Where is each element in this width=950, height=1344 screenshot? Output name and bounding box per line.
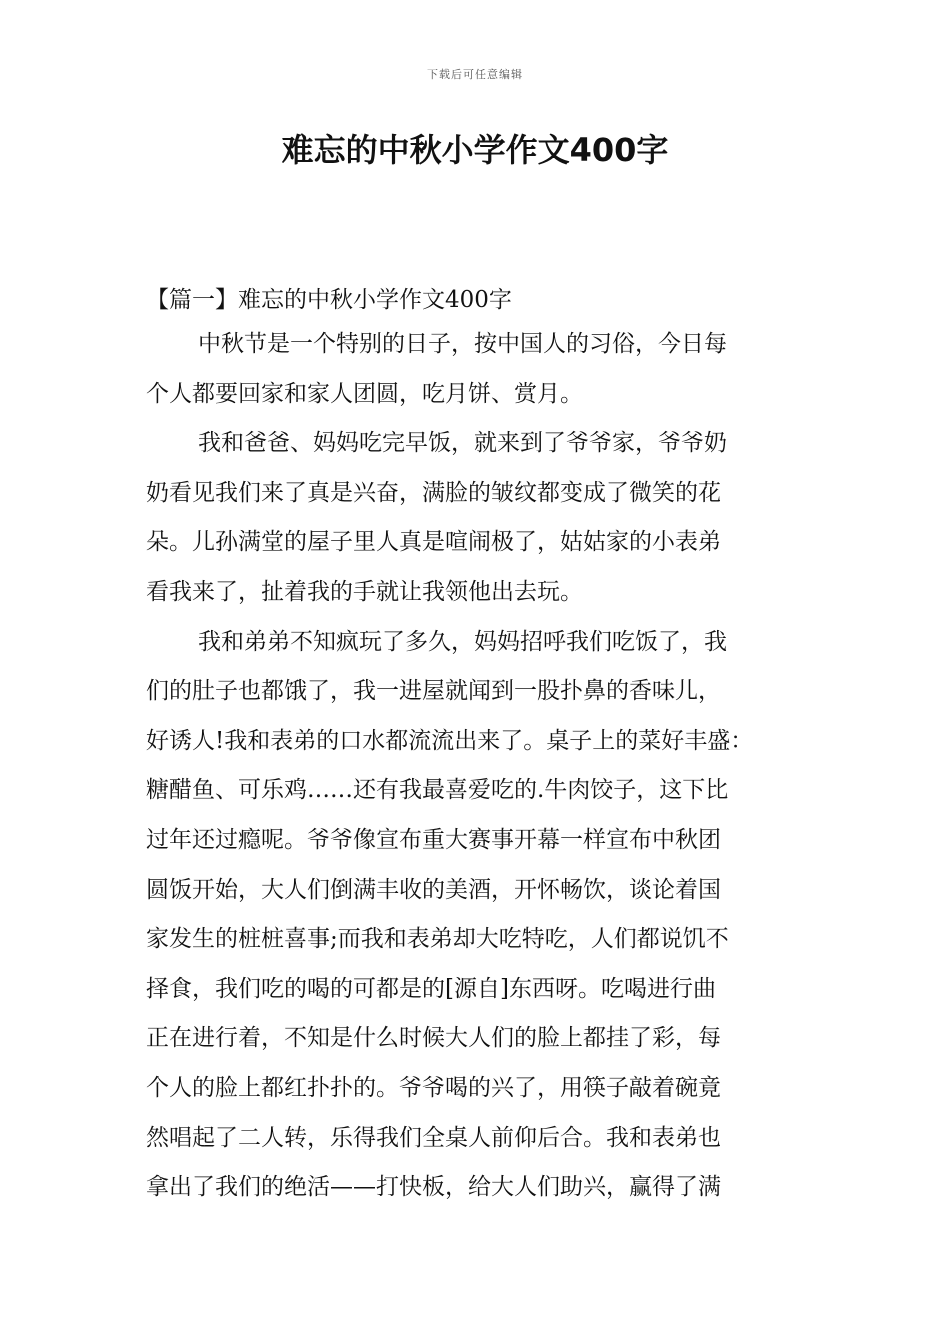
article-body [146, 280, 826, 1213]
text-line: 看我来了，扯着我的手就让我领他出去玩。 [146, 578, 583, 605]
text-line: 然唱起了二人转，乐得我们全桌人前仰后合。我和表弟也 [146, 1124, 721, 1151]
text-line: 我和弟弟不知疯玩了多久，妈妈招呼我们吃饭了，我 [198, 628, 727, 655]
text-line: 我和爸爸、妈妈吃完早饭，就来到了爷爷家，爷爷奶 [198, 430, 727, 457]
text-line: 中秋节是一个特别的日子，按中国人的习俗，今日每 [198, 331, 727, 357]
section-heading: 【篇一】难忘的中秋小学作文400字 [146, 287, 512, 313]
text-line: 奶看见我们来了真是兴奋，满脸的皱纹都变成了微笑的花 [146, 479, 721, 506]
text-line: 家发生的桩桩喜事;而我和表弟却大吃特吃，人们都说饥不 [146, 926, 729, 953]
text-line: 个人的脸上都红扑扑的。爷爷喝的兴了，用筷子敲着碗竟 [146, 1074, 721, 1101]
text-line: 正在进行着，不知是什么时候大人们的脸上都挂了彩，每 [146, 1025, 721, 1052]
text-line: 择食，我们吃的喝的可都是的[源自]东西呀。吃喝进行曲 [146, 975, 716, 1002]
text-line: 个人都要回家和家人团圆，吃月饼、赏月。 [146, 380, 583, 407]
text-line: 圆饭开始，大人们倒满丰收的美酒，开怀畅饮，谈论着国 [146, 876, 721, 903]
text-line: 朵。儿孙满堂的屋子里人真是喧闹极了，姑姑家的小表弟 [146, 529, 721, 556]
text-line: 糖醋鱼、可乐鸡……还有我最喜爱吃的.牛肉饺子，这下比 [146, 777, 729, 804]
page-title: 难忘的中秋小学作文400字 [281, 131, 669, 169]
text-line: 过年还过瘾呢。爷爷像宣布重大赛事开幕一样宣布中秋团 [146, 826, 721, 853]
paragraph-lines [146, 320, 826, 1213]
header-note: 下载后可任意编辑 [427, 68, 523, 81]
text-line: 们的肚子也都饿了，我一进屋就闻到一股扑鼻的香味儿， [146, 678, 721, 705]
text-line: 好诱人!我和表弟的口水都流流出来了。桌子上的菜好丰盛： [146, 727, 754, 754]
text-line: 拿出了我们的绝活——打快板，给大人们助兴，赢得了满 [146, 1174, 721, 1201]
